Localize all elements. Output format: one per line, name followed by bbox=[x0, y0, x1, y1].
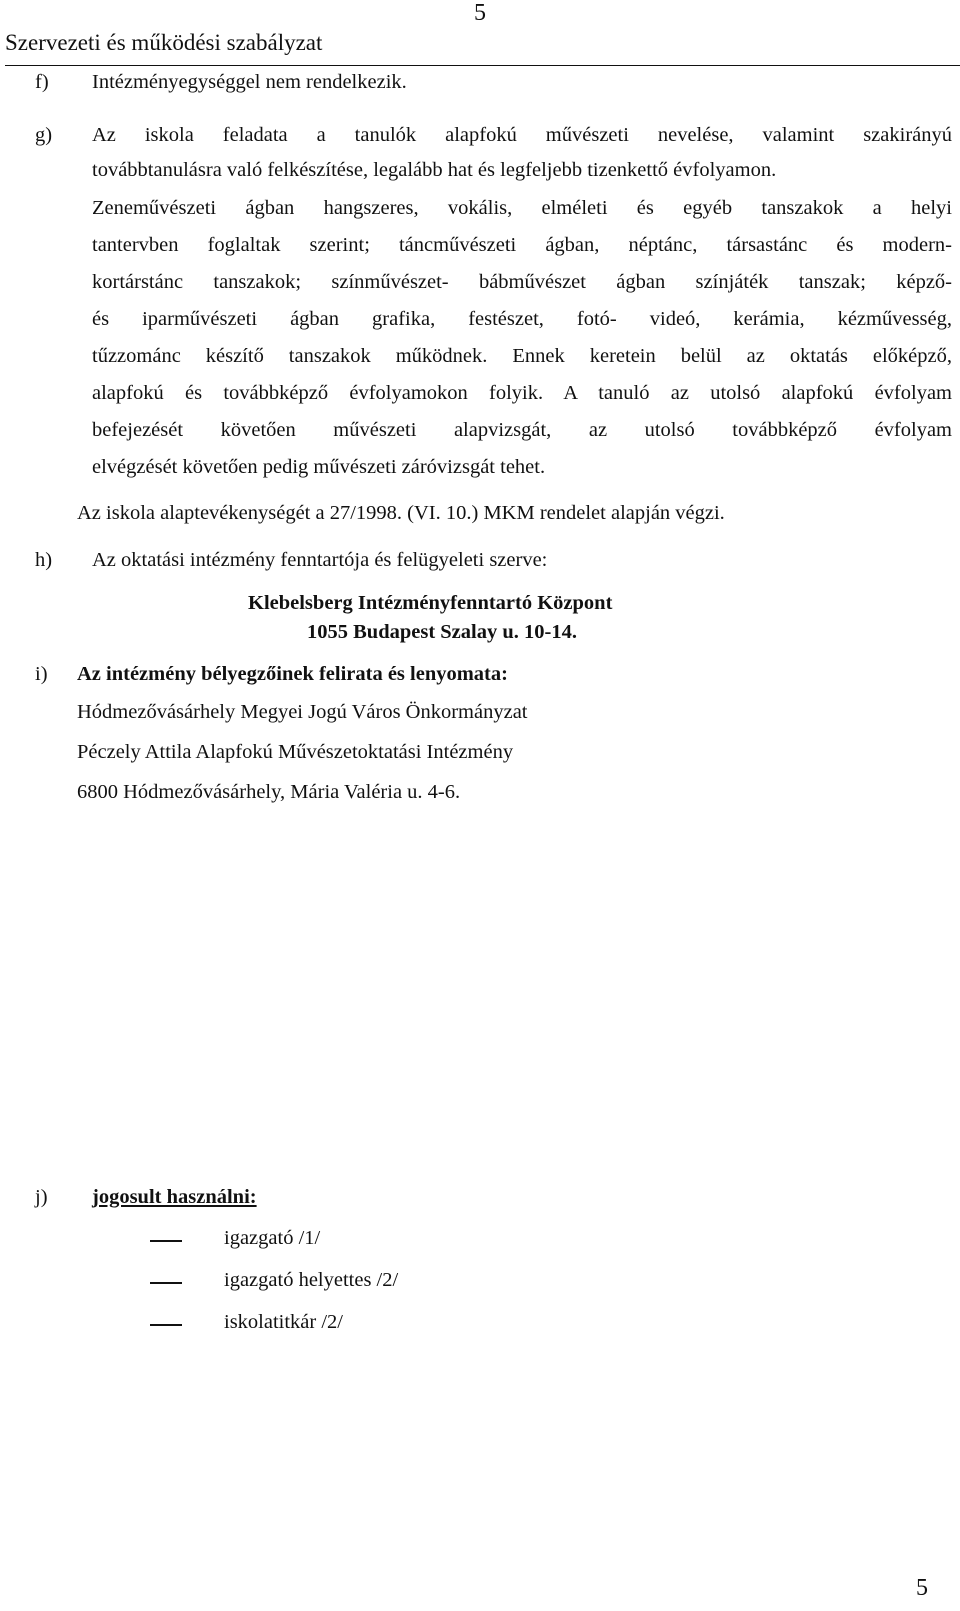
item-i-heading: Az intézmény bélyegzőinek felirata és lenyomata: bbox=[77, 663, 508, 685]
list-dash bbox=[150, 1324, 182, 1326]
stamp-line: Hódmezővásárhely Megyei Jogú Város Önkormányzat bbox=[77, 701, 528, 723]
item-g-line: és iparművészeti ágban grafika, festészet, fotó- videó, kerámia, kézművesség, bbox=[92, 308, 952, 330]
footer-page-number: 5 bbox=[916, 1575, 928, 1601]
item-g-line: továbbtanulásra való felkészítése, legalább hat és legfeljebb tizenkettő évfolyamon. bbox=[92, 159, 777, 181]
item-g-line: tantervben foglaltak szerint; táncművészeti ágban, néptánc, társastánc és modern- bbox=[92, 234, 952, 256]
list-dash bbox=[150, 1240, 182, 1242]
item-g-label: g) bbox=[35, 124, 53, 146]
maintainer-address: 1055 Budapest Szalay u. 10-14. bbox=[307, 621, 577, 643]
item-h-text: Az oktatási intézmény fenntartója és felügyeleti szerve: bbox=[92, 549, 548, 571]
item-j-heading: jogosult használni: bbox=[92, 1186, 257, 1208]
item-i-label: i) bbox=[35, 663, 48, 685]
document-title: Szervezeti és működési szabályzat bbox=[5, 30, 323, 55]
header-page-number: 5 bbox=[474, 0, 486, 26]
item-g-line: befejezését követően művészeti alapvizsgát, az utolsó továbbképző évfolyam bbox=[92, 419, 952, 441]
item-g-line: Az iskola feladata a tanulók alapfokú művészeti nevelése, valamint szakirányú bbox=[92, 124, 952, 146]
list-item: igazgató helyettes /2/ bbox=[224, 1269, 399, 1291]
header-divider bbox=[5, 65, 960, 66]
item-h-label: h) bbox=[35, 549, 53, 571]
list-item: igazgató /1/ bbox=[224, 1227, 321, 1249]
item-j-label: j) bbox=[35, 1186, 48, 1208]
stamp-line: Péczely Attila Alapfokú Művészetoktatási Intézmény bbox=[77, 741, 514, 763]
item-f-label: f) bbox=[35, 71, 49, 93]
item-g-line: kortárstánc tanszakok; színművészet- bábművészet ágban színjáték tanszak; képző- bbox=[92, 271, 952, 293]
list-item: iskolatitkár /2/ bbox=[224, 1311, 343, 1333]
item-g-line: alapfokú és továbbképző évfolyamokon folyik. A tanuló az utolsó alapfokú évfolyam bbox=[92, 382, 952, 404]
list-dash bbox=[150, 1282, 182, 1284]
item-f-text: Intézményegységgel nem rendelkezik. bbox=[92, 71, 407, 93]
maintainer-name: Klebelsberg Intézményfenntartó Központ bbox=[248, 592, 613, 614]
item-g-line: elvégzését követően pedig művészeti záróvizsgát tehet. bbox=[92, 456, 546, 478]
stamp-line: 6800 Hódmezővásárhely, Mária Valéria u. 4-6. bbox=[77, 781, 461, 803]
item-g-line: tűzzománc készítő tanszakok működnek. Ennek keretein belül az oktatás előképző, bbox=[92, 345, 952, 367]
item-g-extra: Az iskola alaptevékenységét a 27/1998. (VI. 10.) MKM rendelet alapján végzi. bbox=[77, 502, 725, 524]
item-g-line: Zeneművészeti ágban hangszeres, vokális, elméleti és egyéb tanszakok a helyi bbox=[92, 197, 952, 219]
